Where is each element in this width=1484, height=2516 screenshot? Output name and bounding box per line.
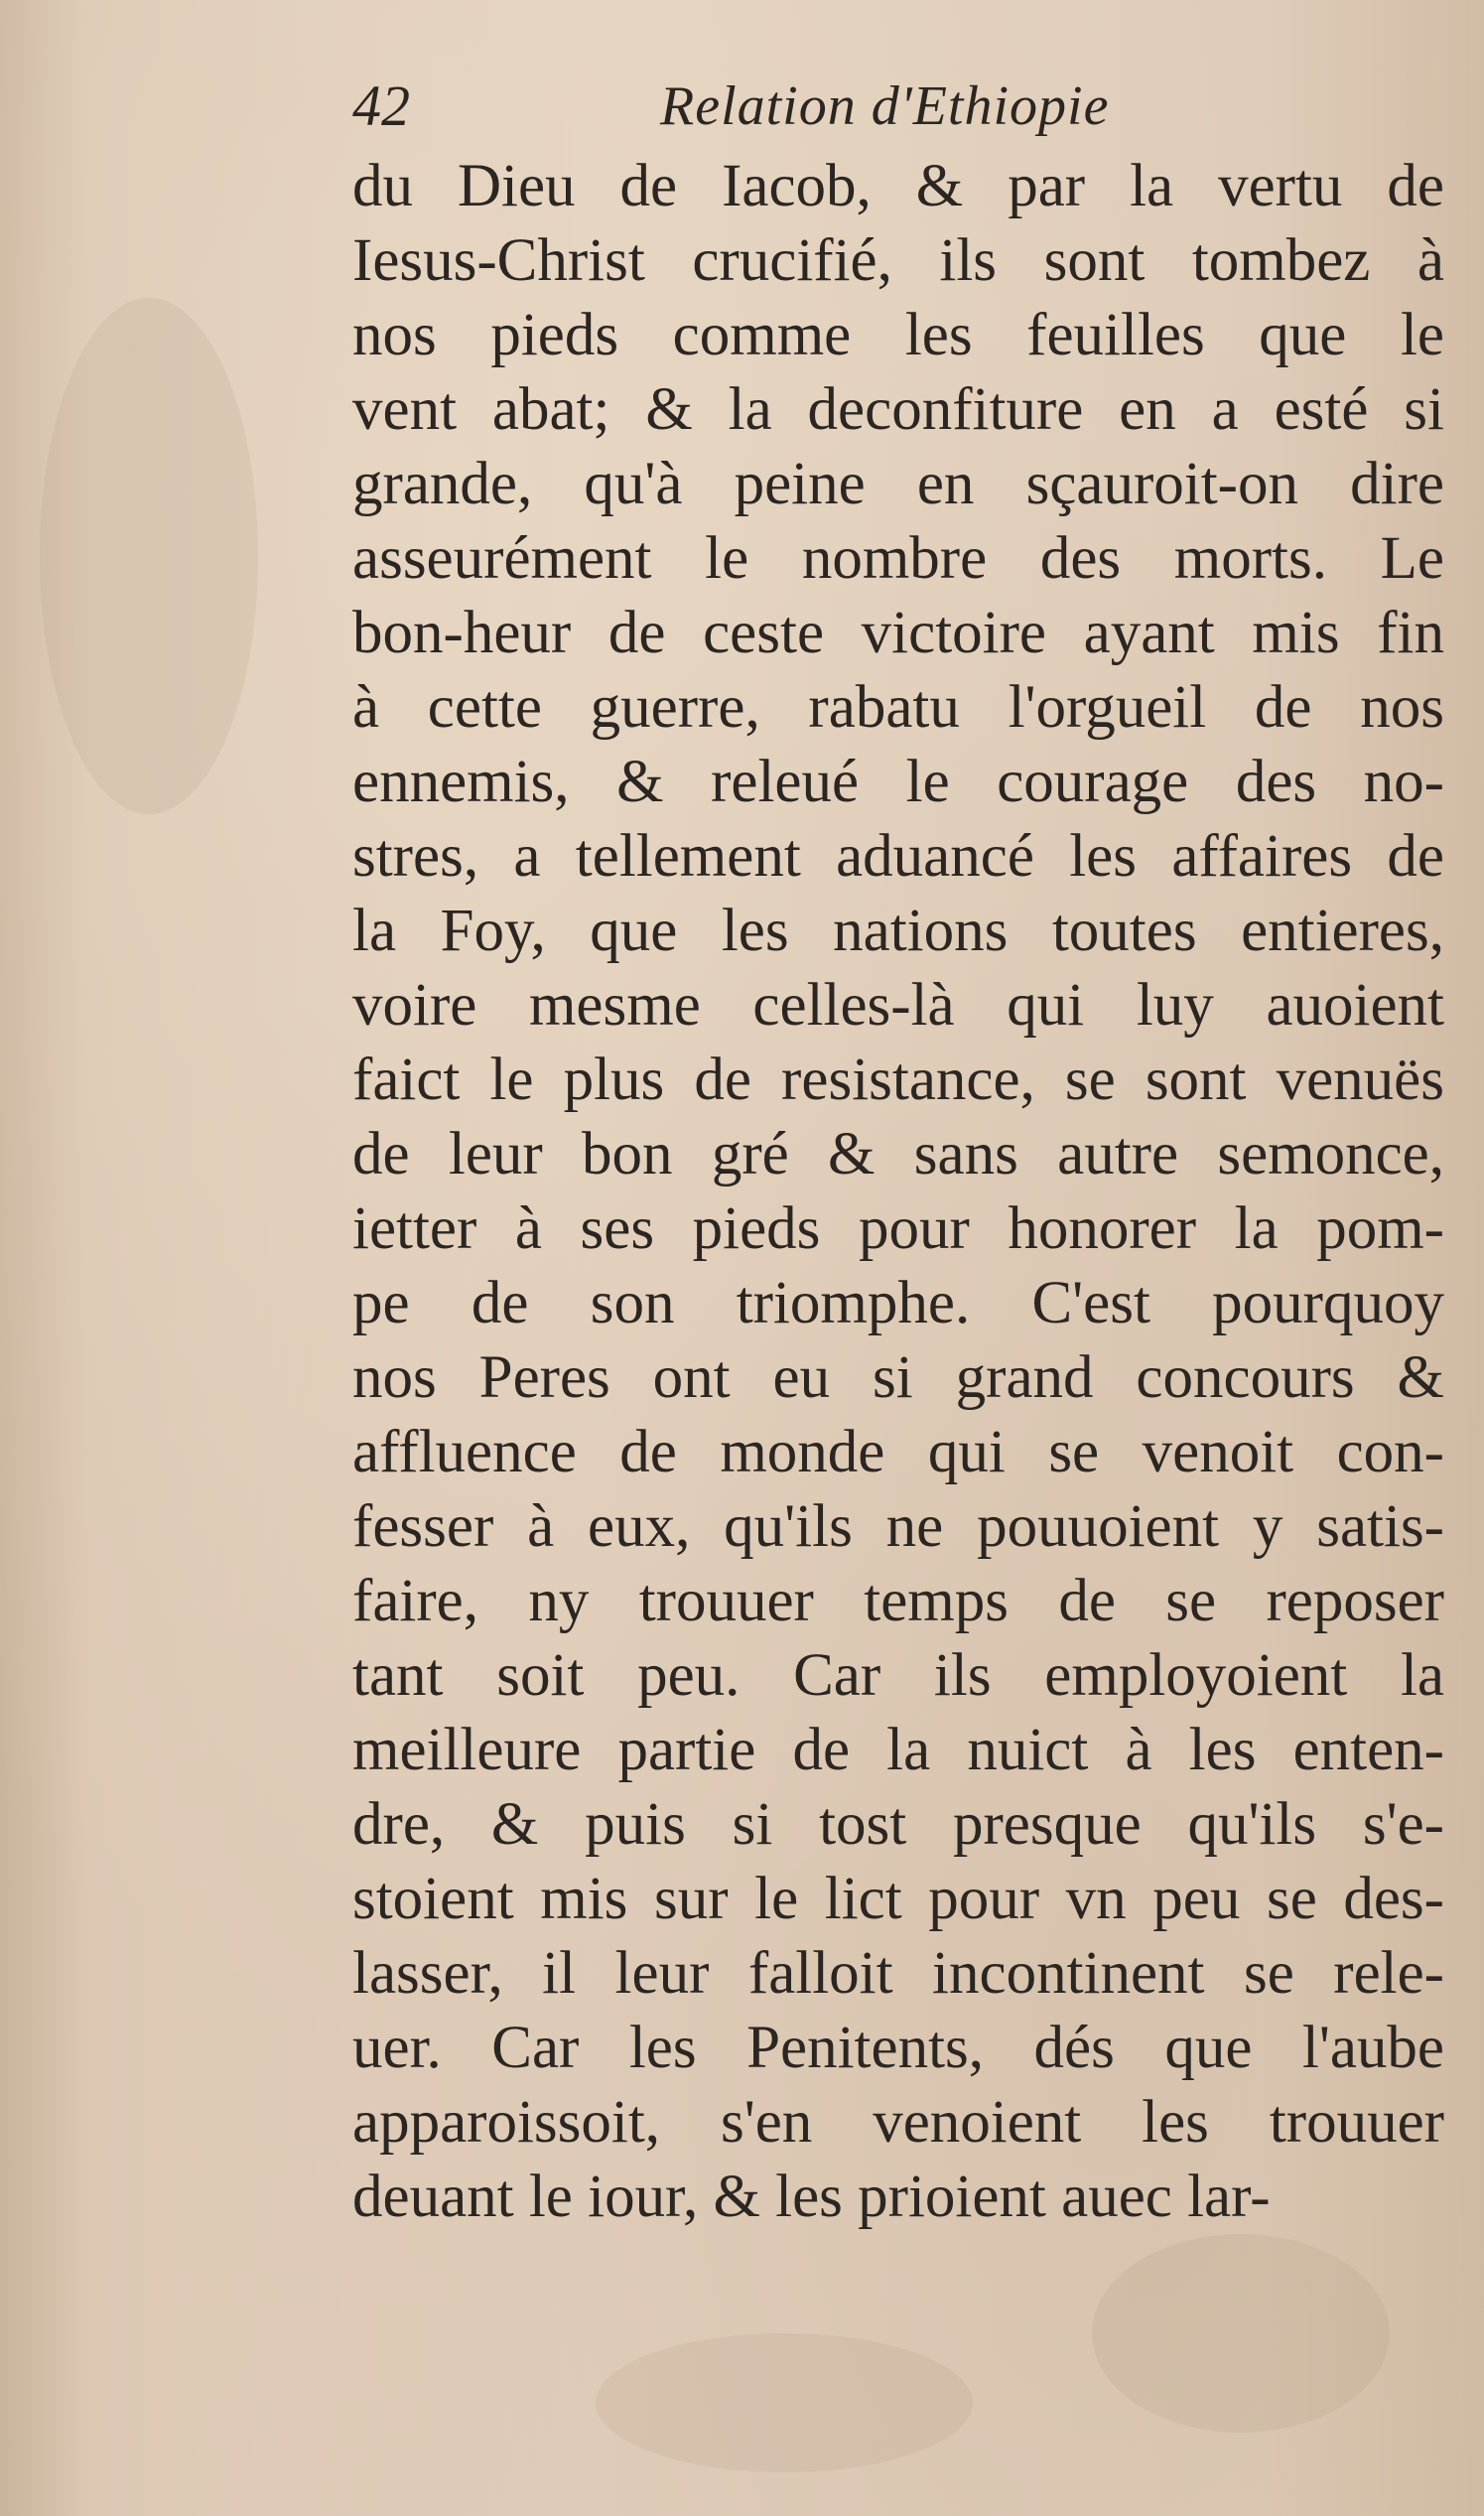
text-line: apparoissoit, s'en venoient les trouuer xyxy=(352,2089,1444,2156)
paper-stain xyxy=(596,2333,973,2472)
text-line: uer. Car les Penitents, dés que l'aube xyxy=(352,2015,1444,2081)
text-line: grande, qu'à peine en sçauroit-on dire xyxy=(352,451,1444,517)
text-line: meilleure partie de la nuict à les enten- xyxy=(352,1717,1444,1783)
text-line: faire, ny trouuer temps de se reposer xyxy=(352,1568,1444,1634)
paper-stain xyxy=(1092,2234,1390,2433)
text-line: pe de son triomphe. C'est pourquoy xyxy=(352,1270,1444,1336)
text-line: deuant le iour, & les prioient auec lar- xyxy=(352,2164,1271,2230)
text-line: tant soit peu. Car ils employoient la xyxy=(352,1642,1444,1709)
text-line: fesser à eux, qu'ils ne pouuoient y satis- xyxy=(352,1493,1444,1560)
text-line: vent abat; & la deconfiture en a esté si xyxy=(352,376,1444,443)
text-line: Iesus-Christ crucifié, ils sont tombez à xyxy=(352,227,1444,294)
text-line: à cette guerre, rabatu l'orgueil de nos xyxy=(352,674,1444,741)
text-line: la Foy, que les nations toutes entieres, xyxy=(352,898,1444,964)
text-line: affluence de monde qui se venoit con- xyxy=(352,1419,1444,1485)
text-line: ennemis, & releué le courage des no- xyxy=(352,749,1444,815)
text-line: bon-heur de ceste victoire ayant mis fin xyxy=(352,600,1444,666)
page-number: 42 xyxy=(352,73,410,138)
text-line: de leur bon gré & sans autre semonce, xyxy=(352,1121,1444,1188)
page-header xyxy=(352,62,1444,151)
text-line: voire mesme celles-là qui luy auoient xyxy=(352,972,1444,1039)
text-line: asseurément le nombre des morts. Le xyxy=(352,525,1444,592)
text-line: du Dieu de Iacob, & par la vertu de xyxy=(352,153,1444,219)
text-line: nos pieds comme les feuilles que le xyxy=(352,302,1444,368)
text-line: ietter à ses pieds pour honorer la pom- xyxy=(352,1195,1444,1262)
paper-stain xyxy=(40,298,258,814)
text-line: dre, & puis si tost presque qu'ils s'e- xyxy=(352,1791,1444,1858)
text-line: stres, a tellement aduancé les affaires de xyxy=(352,823,1444,890)
body-text xyxy=(352,149,1444,2234)
text-line: faict le plus de resistance, se sont venuës xyxy=(352,1047,1444,1113)
running-title: Relation d'Ethiopie xyxy=(660,75,1110,137)
text-line: nos Peres ont eu si grand concours & xyxy=(352,1344,1444,1411)
text-line: lasser, il leur falloit incontinent se rele- xyxy=(352,1940,1444,2007)
text-line: stoient mis sur le lict pour vn peu se des- xyxy=(352,1866,1444,1932)
